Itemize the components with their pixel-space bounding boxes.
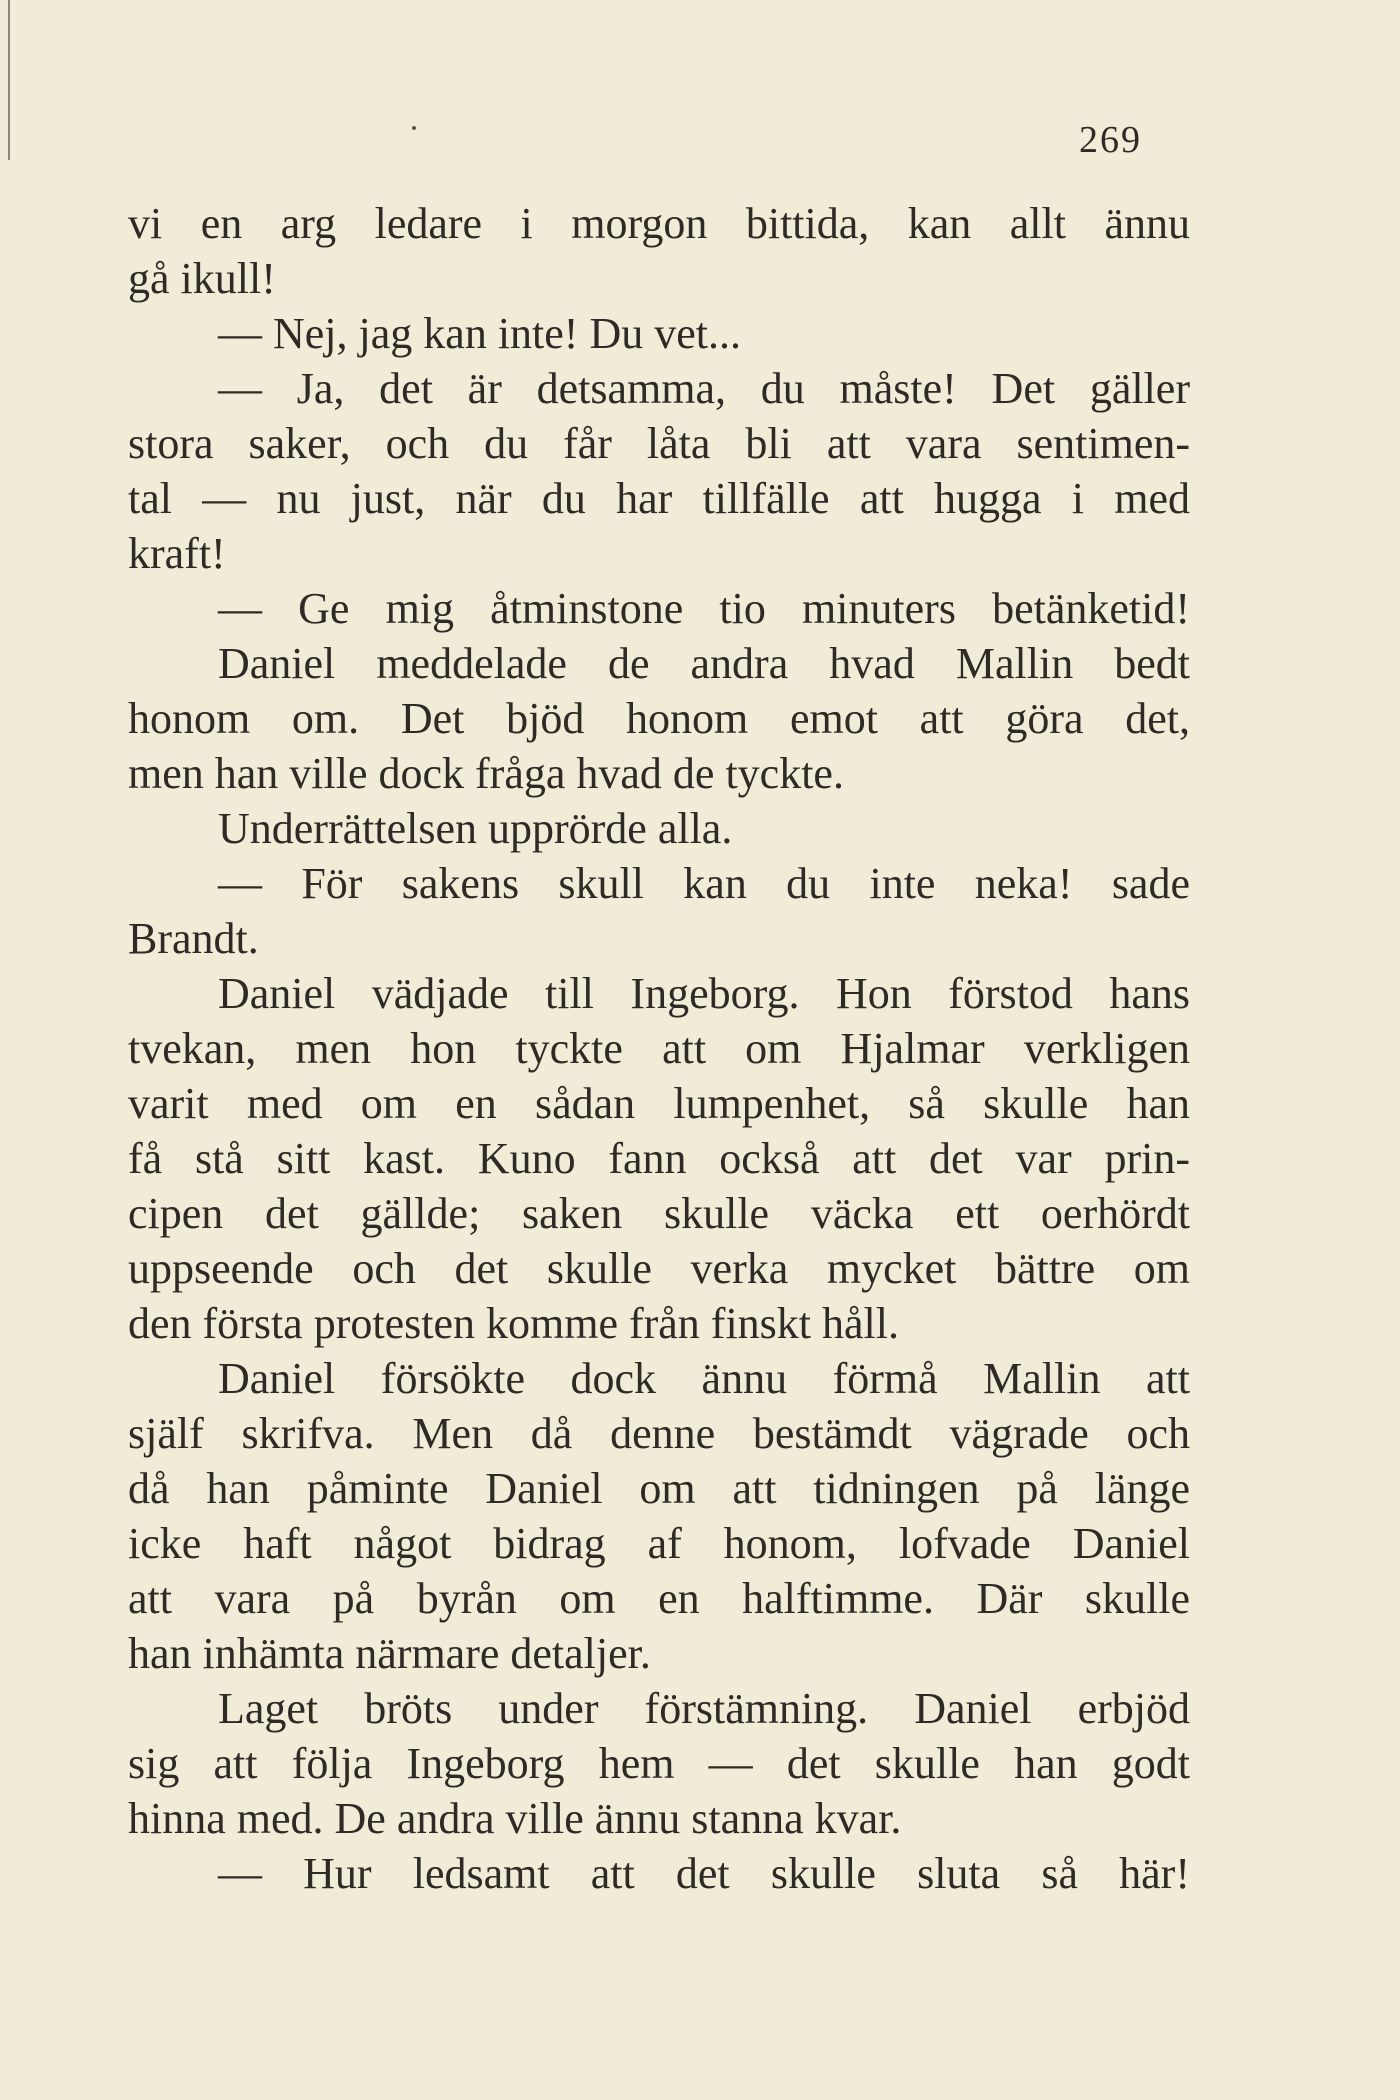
text-line: — För sakens skull kan du inte neka! sade bbox=[218, 859, 1190, 908]
text-line: då han påminte Daniel om att tidningen på länge bbox=[128, 1464, 1190, 1513]
text-line: varit med om en sådan lumpenhet, så skulle han bbox=[128, 1079, 1190, 1128]
text-line: sig att följa Ingeborg hem — det skulle han godt bbox=[128, 1739, 1190, 1788]
text-line: den första protesten komme från finskt håll. bbox=[128, 1299, 900, 1348]
text-line: gå ikull! bbox=[128, 254, 276, 303]
text-line: få stå sitt kast. Kuno fann också att det var prin- bbox=[128, 1134, 1190, 1183]
text-line: — Ja, det är detsamma, du måste! Det gäller bbox=[218, 364, 1190, 413]
text-line: — Nej, jag kan inte! Du vet... bbox=[218, 309, 741, 358]
text-line: Daniel vädjade till Ingeborg. Hon förstod hans bbox=[218, 969, 1190, 1018]
text-line: hinna med. De andra ville ännu stanna kvar. bbox=[128, 1794, 902, 1843]
text-line: uppseende och det skulle verka mycket bättre om bbox=[128, 1244, 1190, 1293]
text-line: — Hur ledsamt att det skulle sluta så här! bbox=[218, 1849, 1190, 1898]
text-line: cipen det gällde; saken skulle väcka ett oerhördt bbox=[128, 1189, 1190, 1238]
text-line: honom om. Det bjöd honom emot att göra det, bbox=[128, 694, 1190, 743]
text-line: han inhämta närmare detaljer. bbox=[128, 1629, 651, 1678]
text-line: stora saker, och du får låta bli att vara sentimen- bbox=[128, 419, 1190, 468]
text-line: icke haft något bidrag af honom, lofvade Daniel bbox=[128, 1519, 1190, 1568]
print-speck bbox=[412, 126, 416, 130]
text-line: själf skrifva. Men då denne bestämdt vägrade och bbox=[128, 1409, 1190, 1458]
text-line: men han ville dock fråga hvad de tyckte. bbox=[128, 749, 844, 798]
text-line: vi en arg ledare i morgon bittida, kan allt ännu bbox=[128, 199, 1190, 248]
text-line: — Ge mig åtminstone tio minuters betänketid! bbox=[218, 584, 1190, 633]
text-line: att vara på byrån om en halftimme. Där skulle bbox=[128, 1574, 1190, 1623]
text-line: Underrättelsen upprörde alla. bbox=[218, 804, 733, 853]
text-line: Brandt. bbox=[128, 914, 259, 963]
text-line: kraft! bbox=[128, 529, 226, 578]
body-text bbox=[128, 196, 1190, 1901]
text-line: Laget bröts under förstämning. Daniel erbjöd bbox=[218, 1684, 1190, 1733]
text-line: Daniel meddelade de andra hvad Mallin bedt bbox=[218, 639, 1190, 688]
text-line: tal — nu just, när du har tillfälle att hugga i med bbox=[128, 474, 1190, 523]
text-line: Daniel försökte dock ännu förmå Mallin att bbox=[218, 1354, 1190, 1403]
page-number: 269 bbox=[1079, 119, 1142, 161]
binding-edge-line bbox=[8, 0, 10, 160]
text-line: tvekan, men hon tyckte att om Hjalmar verkligen bbox=[128, 1024, 1190, 1073]
